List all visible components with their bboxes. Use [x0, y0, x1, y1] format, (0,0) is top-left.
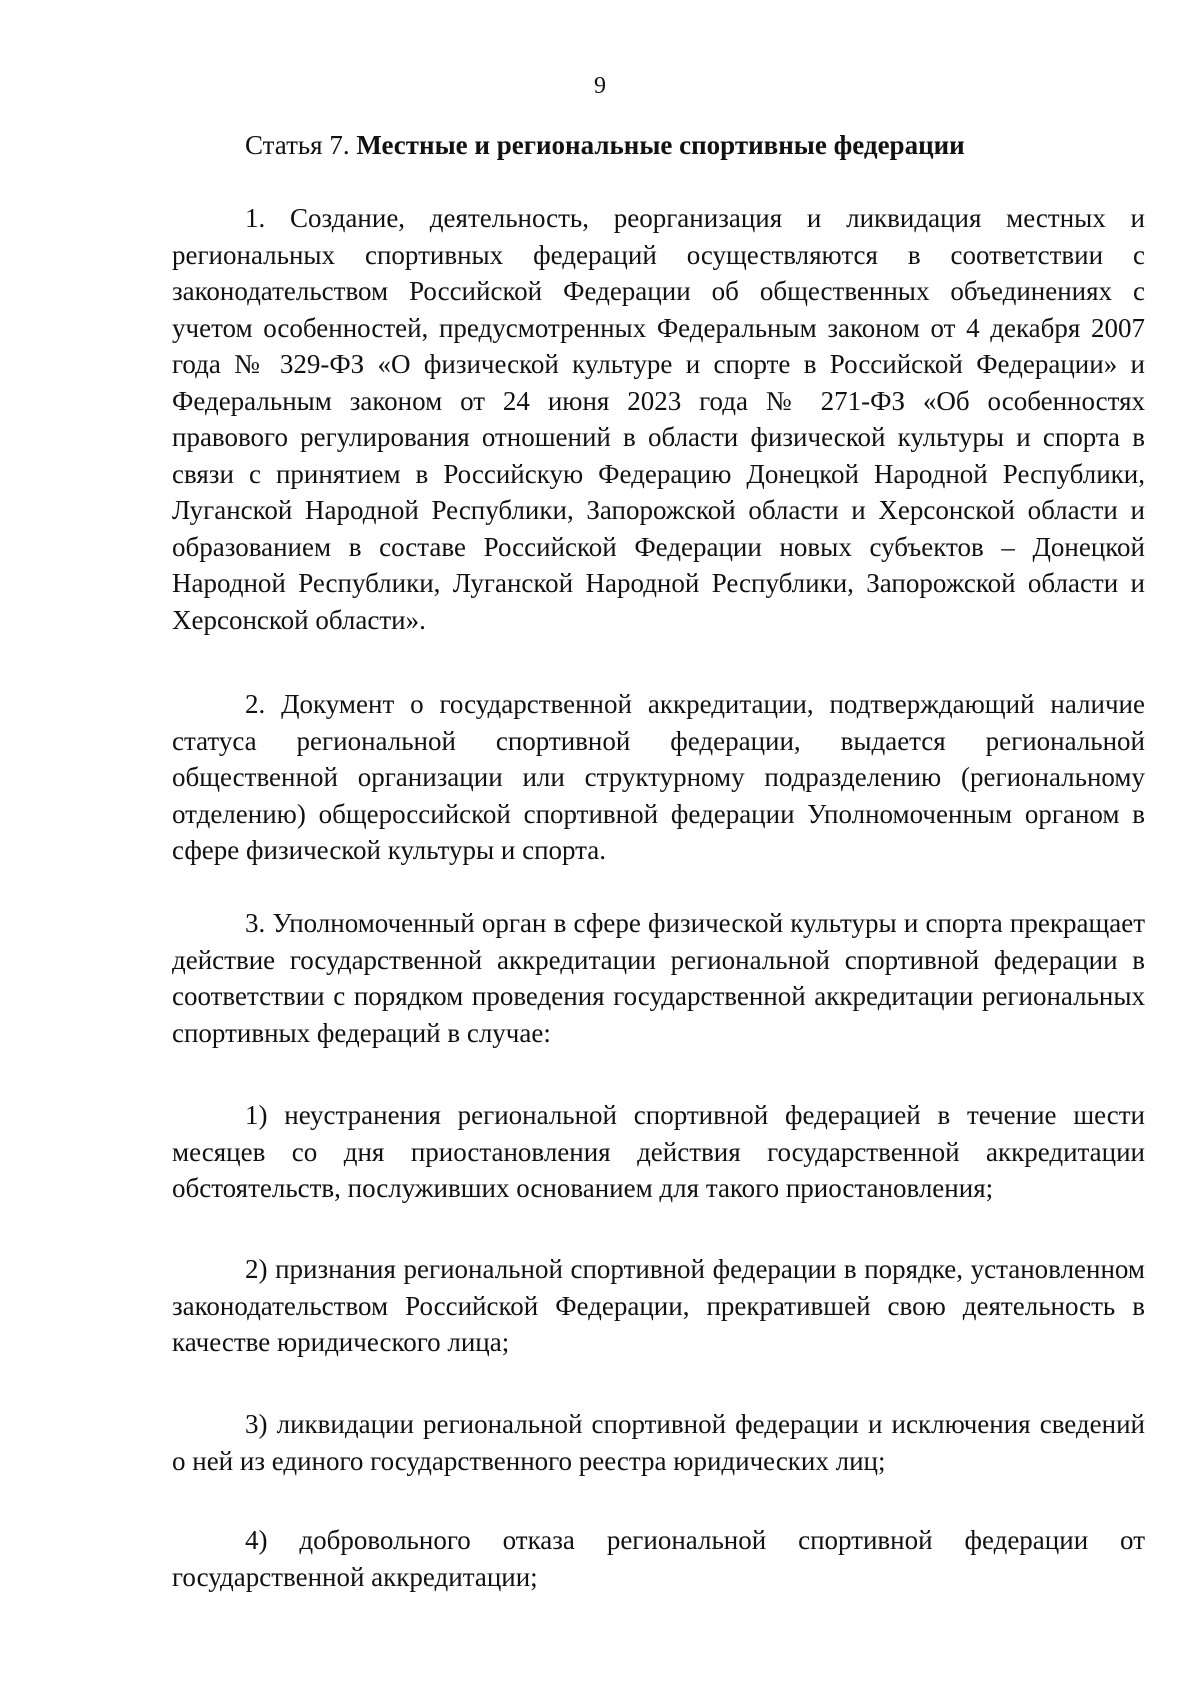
list-item-1: 1) неустранения региональной спортивной федерацией в течение шести месяцев со дня приостановления действия государственной аккредитации обстоятельств, послуживших основанием для такого приостановления;	[172, 1100, 1145, 1203]
article-title: Местные и региональные спортивные федерации	[356, 130, 965, 160]
paragraph-3: 3. Уполномоченный орган в сфере физической культуры и спорта прекращает действие государственной аккредитации региональной спортивной федерации в соответствии с порядком проведения государственной аккредитации региональных спортивных федераций в случае:	[172, 908, 1145, 1048]
list-item-2: 2) признания региональной спортивной федерации в порядке, установленном законодательством Российской Федерации, прекратившей свою деятельность в качестве юридического лица;	[172, 1254, 1145, 1357]
paragraph-2: 2. Документ о государственной аккредитации, подтверждающий наличие статуса региональной спортивной федерации, выдается региональной общественной организации или структурному подразделению (региональному отделению) общероссийской спортивной федерации Уполномоченным органом в сфере физической культуры и спорта.	[172, 689, 1145, 865]
article-label: Статья 7.	[245, 130, 350, 160]
paragraph-1: 1. Создание, деятельность, реорганизация и ликвидация местных и региональных спортивных федераций осуществляются в соответствии с законодательством Российской Федерации об общественных объединениях с учетом особенностей, предусмотренных Федеральным законом от 4 декабря 2007 года № 329-ФЗ «О физической культуре и спорте в Российской Федерации» и Федеральным законом от 24 июня 2023 года № 271-ФЗ «Об особенностях правового регулирования отношений в области физической культуры и спорта в связи с принятием в Российскую Федерацию Донецкой Народной Республики, Луганской Народной Республики, Запорожской области и Херсонской области и образованием в составе Российской Федерации новых субъектов – Донецкой Народной Республики, Луганской Народной Республики, Запорожской области и Херсонской области».	[172, 203, 1145, 635]
list-item-4: 4) добровольного отказа региональной спортивной федерации от государственной аккредитации;	[172, 1525, 1145, 1592]
page-number: 9	[594, 73, 606, 99]
list-item-3: 3) ликвидации региональной спортивной федерации и исключения сведений о ней из единого государственного реестра юридических лиц;	[172, 1409, 1145, 1476]
article-heading	[245, 128, 965, 162]
